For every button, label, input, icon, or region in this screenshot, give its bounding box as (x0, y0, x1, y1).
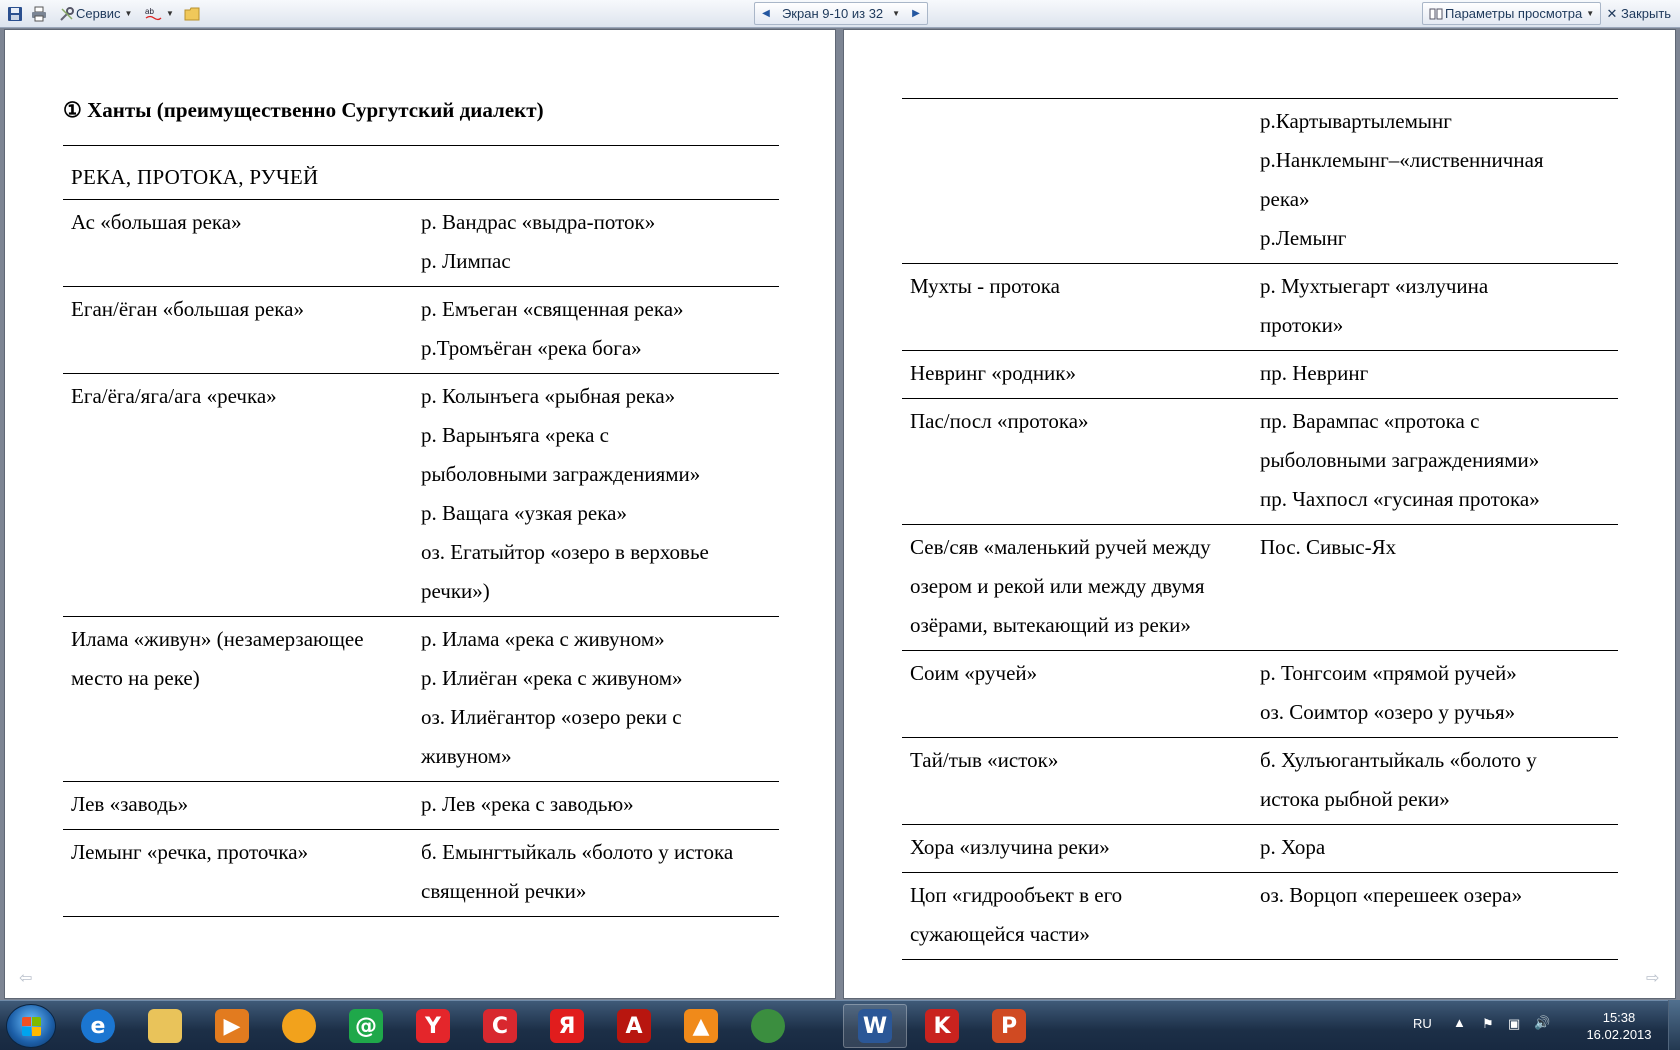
printer-icon (30, 5, 48, 23)
example-line: р. Мухтыегарт «излучина (1260, 274, 1489, 298)
example-line: р. Колынъега «рыбная река» (421, 384, 676, 408)
term-line: Соим «ручей» (910, 661, 1038, 685)
term-cell (902, 351, 1252, 399)
term-line: озёрами, вытекающий из реки» (910, 613, 1191, 637)
tools-icon (58, 5, 76, 23)
example-line: пр. Чахпосл «гусиная протока» (1260, 487, 1540, 511)
example-line: рыболовными заграждениями» (1260, 448, 1540, 472)
term-line: Хора «излучина реки» (910, 835, 1110, 859)
examples-cell (1252, 651, 1618, 738)
term-cell (63, 374, 413, 617)
internet-explorer-icon: e (81, 1009, 115, 1043)
system-tray (1400, 1001, 1680, 1050)
term-cell (63, 200, 413, 287)
table-row (902, 825, 1618, 873)
example-line: истока рыбной реки» (1260, 787, 1450, 811)
example-line: р. Емъеган «священная река» (421, 297, 684, 321)
toponym-table-right (902, 98, 1618, 960)
internet-explorer-taskbar-button[interactable] (66, 1004, 130, 1048)
picture-viewer-icon (282, 1009, 316, 1043)
kaspersky-taskbar-button[interactable] (910, 1004, 974, 1048)
table-row (902, 399, 1618, 525)
term-cell (902, 873, 1252, 960)
screen-counter[interactable]: Экран 9-10 из 32 (781, 6, 884, 21)
example-line: пр. Варампас «протока с (1260, 409, 1480, 433)
adobe-reader-taskbar-button[interactable] (602, 1004, 666, 1048)
example-line: р. Лев «река с заводью» (421, 792, 634, 816)
table-row (63, 782, 779, 830)
action-center-flag-icon[interactable]: ⚑ (1482, 1016, 1494, 1031)
examples-cell (413, 287, 779, 374)
chevron-down-icon: ▼ (1586, 9, 1595, 18)
table-row (902, 525, 1618, 651)
table-row (63, 617, 779, 782)
example-line: р.Нанклемынг–«лиственничная (1260, 148, 1544, 172)
term-cell (902, 264, 1252, 351)
powerpoint-taskbar-button[interactable] (977, 1004, 1041, 1048)
close-label: Закрыть (1621, 6, 1672, 21)
start-button[interactable] (6, 1004, 56, 1048)
examples-cell (1252, 99, 1618, 264)
term-cell (902, 738, 1252, 825)
examples-cell (1252, 399, 1618, 525)
examples-cell (1252, 525, 1618, 651)
vlc-player-taskbar-button[interactable] (669, 1004, 733, 1048)
table-row (902, 873, 1618, 960)
examples-cell (413, 830, 779, 917)
example-line: р. Тонгсоим «прямой ручей» (1260, 661, 1517, 685)
chrome-browser-icon (751, 1009, 785, 1043)
term-cell (902, 825, 1252, 873)
term-line: Илама «живун» (незамерзающее (71, 627, 364, 651)
example-line: р.Лемынг (1260, 226, 1347, 250)
table-row (63, 374, 779, 617)
section-title: РЕКА, ПРОТОКА, РУЧЕЙ (71, 165, 319, 189)
term-cell (63, 830, 413, 917)
examples-cell (1252, 264, 1618, 351)
term-line: Ега/ёга/яга/ага «речка» (71, 384, 277, 408)
term-line: Лев «заводь» (71, 792, 189, 816)
term-cell (902, 525, 1252, 651)
clock[interactable] (1578, 1009, 1660, 1043)
example-line: оз. Соимтор «озеро у ручья» (1260, 700, 1516, 724)
table-row (902, 738, 1618, 825)
example-line: б. Емынгтыйкаль «болото у истока (421, 840, 734, 864)
term-cell (63, 287, 413, 374)
example-line: рыболовными заграждениями» (421, 462, 701, 486)
view-options-label: Параметры просмотра (1445, 6, 1583, 21)
example-line: священной речки» (421, 879, 587, 903)
example-line: оз. Илиёгантор «озеро реки с (421, 705, 682, 729)
table-row (902, 264, 1618, 351)
yandex-icon: Я (550, 1009, 584, 1043)
screen-recorder-taskbar-button[interactable] (468, 1004, 532, 1048)
mail-agent-icon: @ (349, 1009, 383, 1043)
example-line: б. Хулъюгантыйкаль «болото у (1260, 748, 1537, 772)
reading-toolbar (0, 0, 1680, 28)
service-menu-label: Сервис (76, 6, 121, 21)
term-cell (63, 617, 413, 782)
example-line: р.Тромъёган «река бога» (421, 336, 642, 360)
term-line: сужающейся части» (910, 922, 1090, 946)
clock-time: 15:38 (1602, 1010, 1636, 1025)
examples-cell (413, 200, 779, 287)
adobe-reader-icon: A (617, 1009, 651, 1043)
taskbar (0, 1000, 1680, 1050)
language-indicator[interactable]: RU (1413, 1016, 1432, 1031)
example-line: живуном» (421, 744, 512, 768)
yandex-browser-icon: Y (416, 1009, 450, 1043)
print-button[interactable] (30, 3, 48, 24)
previous-screen-button[interactable]: ◀ (762, 8, 770, 19)
term-line: Сев/сяв «маленький ручей между (910, 535, 1211, 559)
table-row (902, 651, 1618, 738)
example-line: р. Лимпас (421, 249, 511, 273)
term-line: место на реке) (71, 666, 200, 690)
save-button[interactable] (6, 3, 24, 24)
volume-icon[interactable]: 🔊 (1534, 1016, 1551, 1031)
example-line: река» (1260, 187, 1310, 211)
example-line: р. Варынъяга «река с (421, 423, 609, 447)
examples-cell (413, 782, 779, 830)
term-cell (63, 782, 413, 830)
term-cell (902, 651, 1252, 738)
next-page-arrow[interactable]: ⇨ (1646, 968, 1660, 987)
table-row (63, 200, 779, 287)
spelling-button[interactable] (144, 3, 174, 24)
toponym-table-left (63, 145, 779, 917)
table-section-row (63, 146, 779, 200)
term-cell (902, 99, 1252, 264)
left-page (4, 29, 836, 999)
media-player-icon: ▶ (215, 1009, 249, 1043)
example-line: р. Илама «река с живуном» (421, 627, 665, 651)
table-row (63, 830, 779, 917)
page-heading: ① Ханты (преимущественно Сургутский диалект) (63, 98, 544, 122)
example-line: протоки» (1260, 313, 1344, 337)
close-icon: ✕ (1606, 5, 1618, 21)
folder-icon (183, 5, 201, 23)
term-line: Тай/тыв «исток» (910, 748, 1059, 772)
example-line: пр. Невринг (1260, 361, 1369, 385)
term-line: Мухты - протока (910, 274, 1060, 298)
term-line: Невринг «родник» (910, 361, 1077, 385)
word-icon: W (858, 1009, 892, 1043)
word-taskbar-button[interactable] (843, 1004, 907, 1048)
example-line: оз. Ворцоп «перешеек озера» (1260, 883, 1523, 907)
term-line: Лемынг «речка, проточка» (71, 840, 309, 864)
previous-page-arrow[interactable]: ⇦ (19, 968, 33, 987)
table-row (902, 99, 1618, 264)
example-line: р. Вандрас «выдра-поток» (421, 210, 656, 234)
term-line: озером и рекой или между двумя (910, 574, 1205, 598)
term-line: Ас «большая река» (71, 210, 242, 234)
term-cell (902, 399, 1252, 525)
screen-navigator (754, 2, 928, 25)
example-line: р. Хора (1260, 835, 1326, 859)
examples-cell (413, 374, 779, 617)
chrome-browser-taskbar-button[interactable] (736, 1004, 800, 1048)
yandex-browser-taskbar-button[interactable] (401, 1004, 465, 1048)
powerpoint-icon: P (992, 1009, 1026, 1043)
picture-viewer-taskbar-button[interactable] (267, 1004, 331, 1048)
close-reading-button[interactable] (1606, 3, 1671, 24)
network-icon[interactable]: ▣ (1508, 1016, 1521, 1031)
table-row (902, 351, 1618, 399)
term-line: Цоп «гидрообъект в его (910, 883, 1123, 907)
examples-cell (413, 617, 779, 782)
view-options-icon (1427, 5, 1445, 23)
example-line: р.Картывартылемынг (1260, 109, 1452, 133)
example-line: р. Илиёган «река с живуном» (421, 666, 683, 690)
table-row (63, 287, 779, 374)
file-explorer-taskbar-button[interactable] (133, 1004, 197, 1048)
clock-date: 16.02.2013 (1586, 1027, 1652, 1042)
next-screen-button[interactable]: ▶ (912, 8, 920, 19)
mail-agent-taskbar-button[interactable] (334, 1004, 398, 1048)
save-icon (6, 5, 24, 23)
examples-cell (1252, 873, 1618, 960)
examples-cell (1252, 825, 1618, 873)
examples-cell (1252, 351, 1618, 399)
vlc-player-icon: ▲ (684, 1009, 718, 1043)
kaspersky-icon: K (925, 1009, 959, 1043)
file-explorer-icon (148, 1009, 182, 1043)
spelling-icon (144, 5, 162, 23)
example-line: р. Ващага «узкая река» (421, 501, 627, 525)
windows-logo-icon (22, 1017, 42, 1037)
media-player-taskbar-button[interactable] (200, 1004, 264, 1048)
chevron-down-icon: ▼ (166, 9, 174, 18)
chevron-down-icon[interactable]: ▼ (892, 9, 901, 18)
term-line: Пас/посл «протока» (910, 409, 1089, 433)
open-folder-button[interactable] (183, 3, 201, 24)
svg-text:ab: ab (145, 6, 154, 16)
screen-recorder-icon: C (483, 1009, 517, 1043)
show-desktop-button[interactable] (1668, 1000, 1680, 1050)
show-hidden-icons-button[interactable]: ▲ (1453, 1015, 1466, 1030)
example-line: Пос. Сивыс-Ях (1260, 535, 1397, 559)
right-page (843, 29, 1676, 999)
view-options-button[interactable] (1422, 2, 1601, 25)
service-menu-button[interactable] (58, 3, 132, 24)
chevron-down-icon: ▼ (124, 9, 133, 18)
yandex-taskbar-button[interactable] (535, 1004, 599, 1048)
example-line: речки») (421, 579, 490, 603)
examples-cell (1252, 738, 1618, 825)
term-line: Еган/ёган «большая река» (71, 297, 304, 321)
example-line: оз. Егатыйтор «озеро в верховье (421, 540, 709, 564)
